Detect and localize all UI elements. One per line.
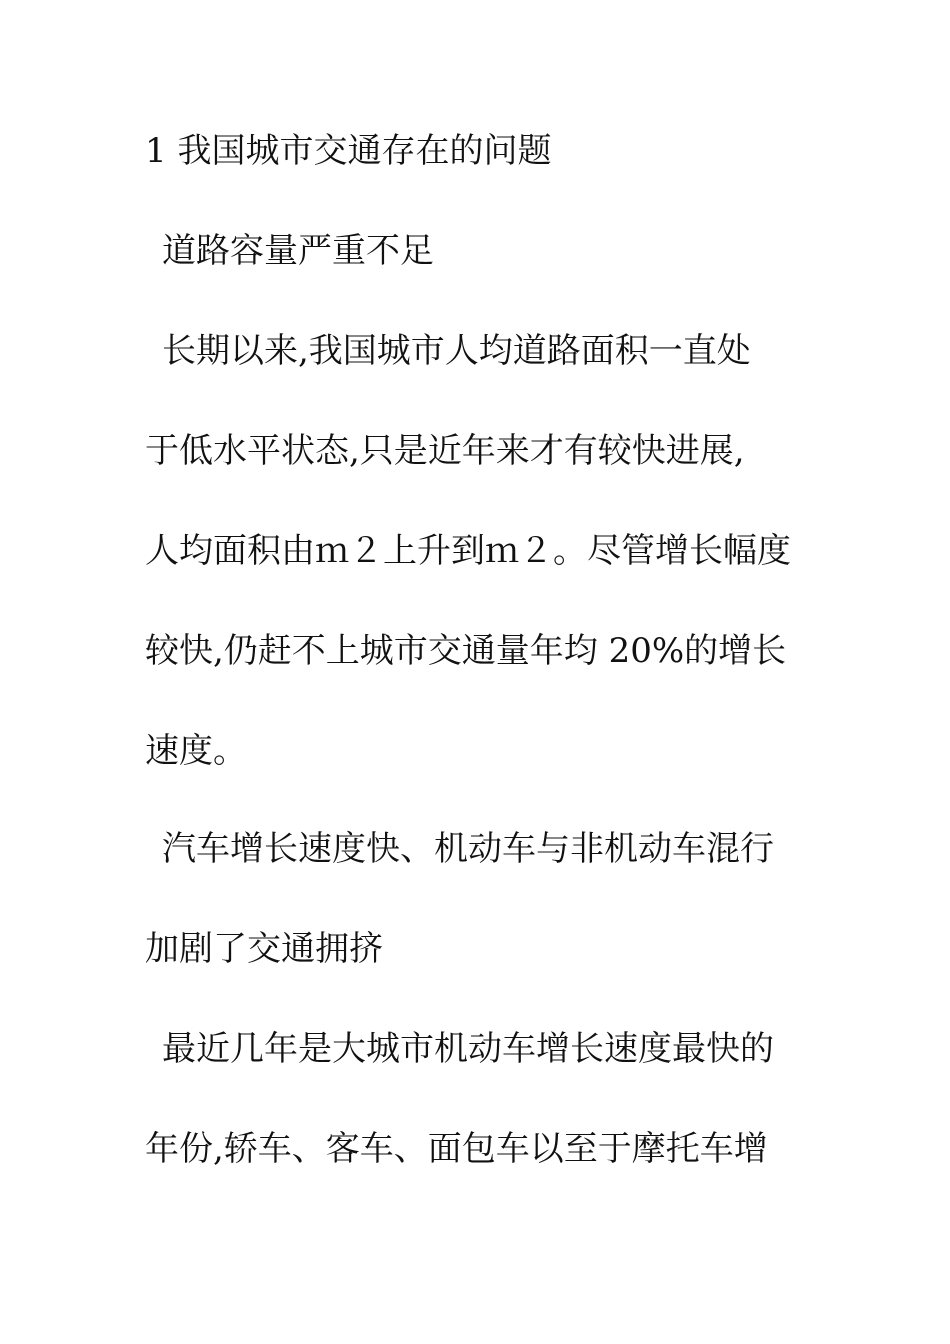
paragraph-line: 于低水平状态,只是近年来才有较快进展,	[145, 431, 745, 471]
paragraph-line: 年份,轿车、客车、面包车以至于摩托车增	[145, 1129, 768, 1169]
paragraph-line: 人均面积由ｍ２上升到ｍ２。尽管增长幅度	[145, 531, 791, 571]
subheading-road-capacity: 道路容量严重不足	[162, 231, 434, 271]
paragraph-line: 较快,仍赶不上城市交通量年均 20%的增长	[145, 631, 787, 671]
section-heading: 1 我国城市交通存在的问题	[145, 131, 552, 171]
paragraph-line: 最近几年是大城市机动车增长速度最快的	[162, 1029, 774, 1069]
paragraph-line: 长期以来,我国城市人均道路面积一直处	[162, 331, 751, 371]
subheading-vehicle-growth: 汽车增长速度快、机动车与非机动车混行	[162, 829, 774, 869]
subheading-vehicle-growth-cont: 加剧了交通拥挤	[145, 929, 383, 969]
paragraph-line: 速度。	[145, 731, 247, 771]
